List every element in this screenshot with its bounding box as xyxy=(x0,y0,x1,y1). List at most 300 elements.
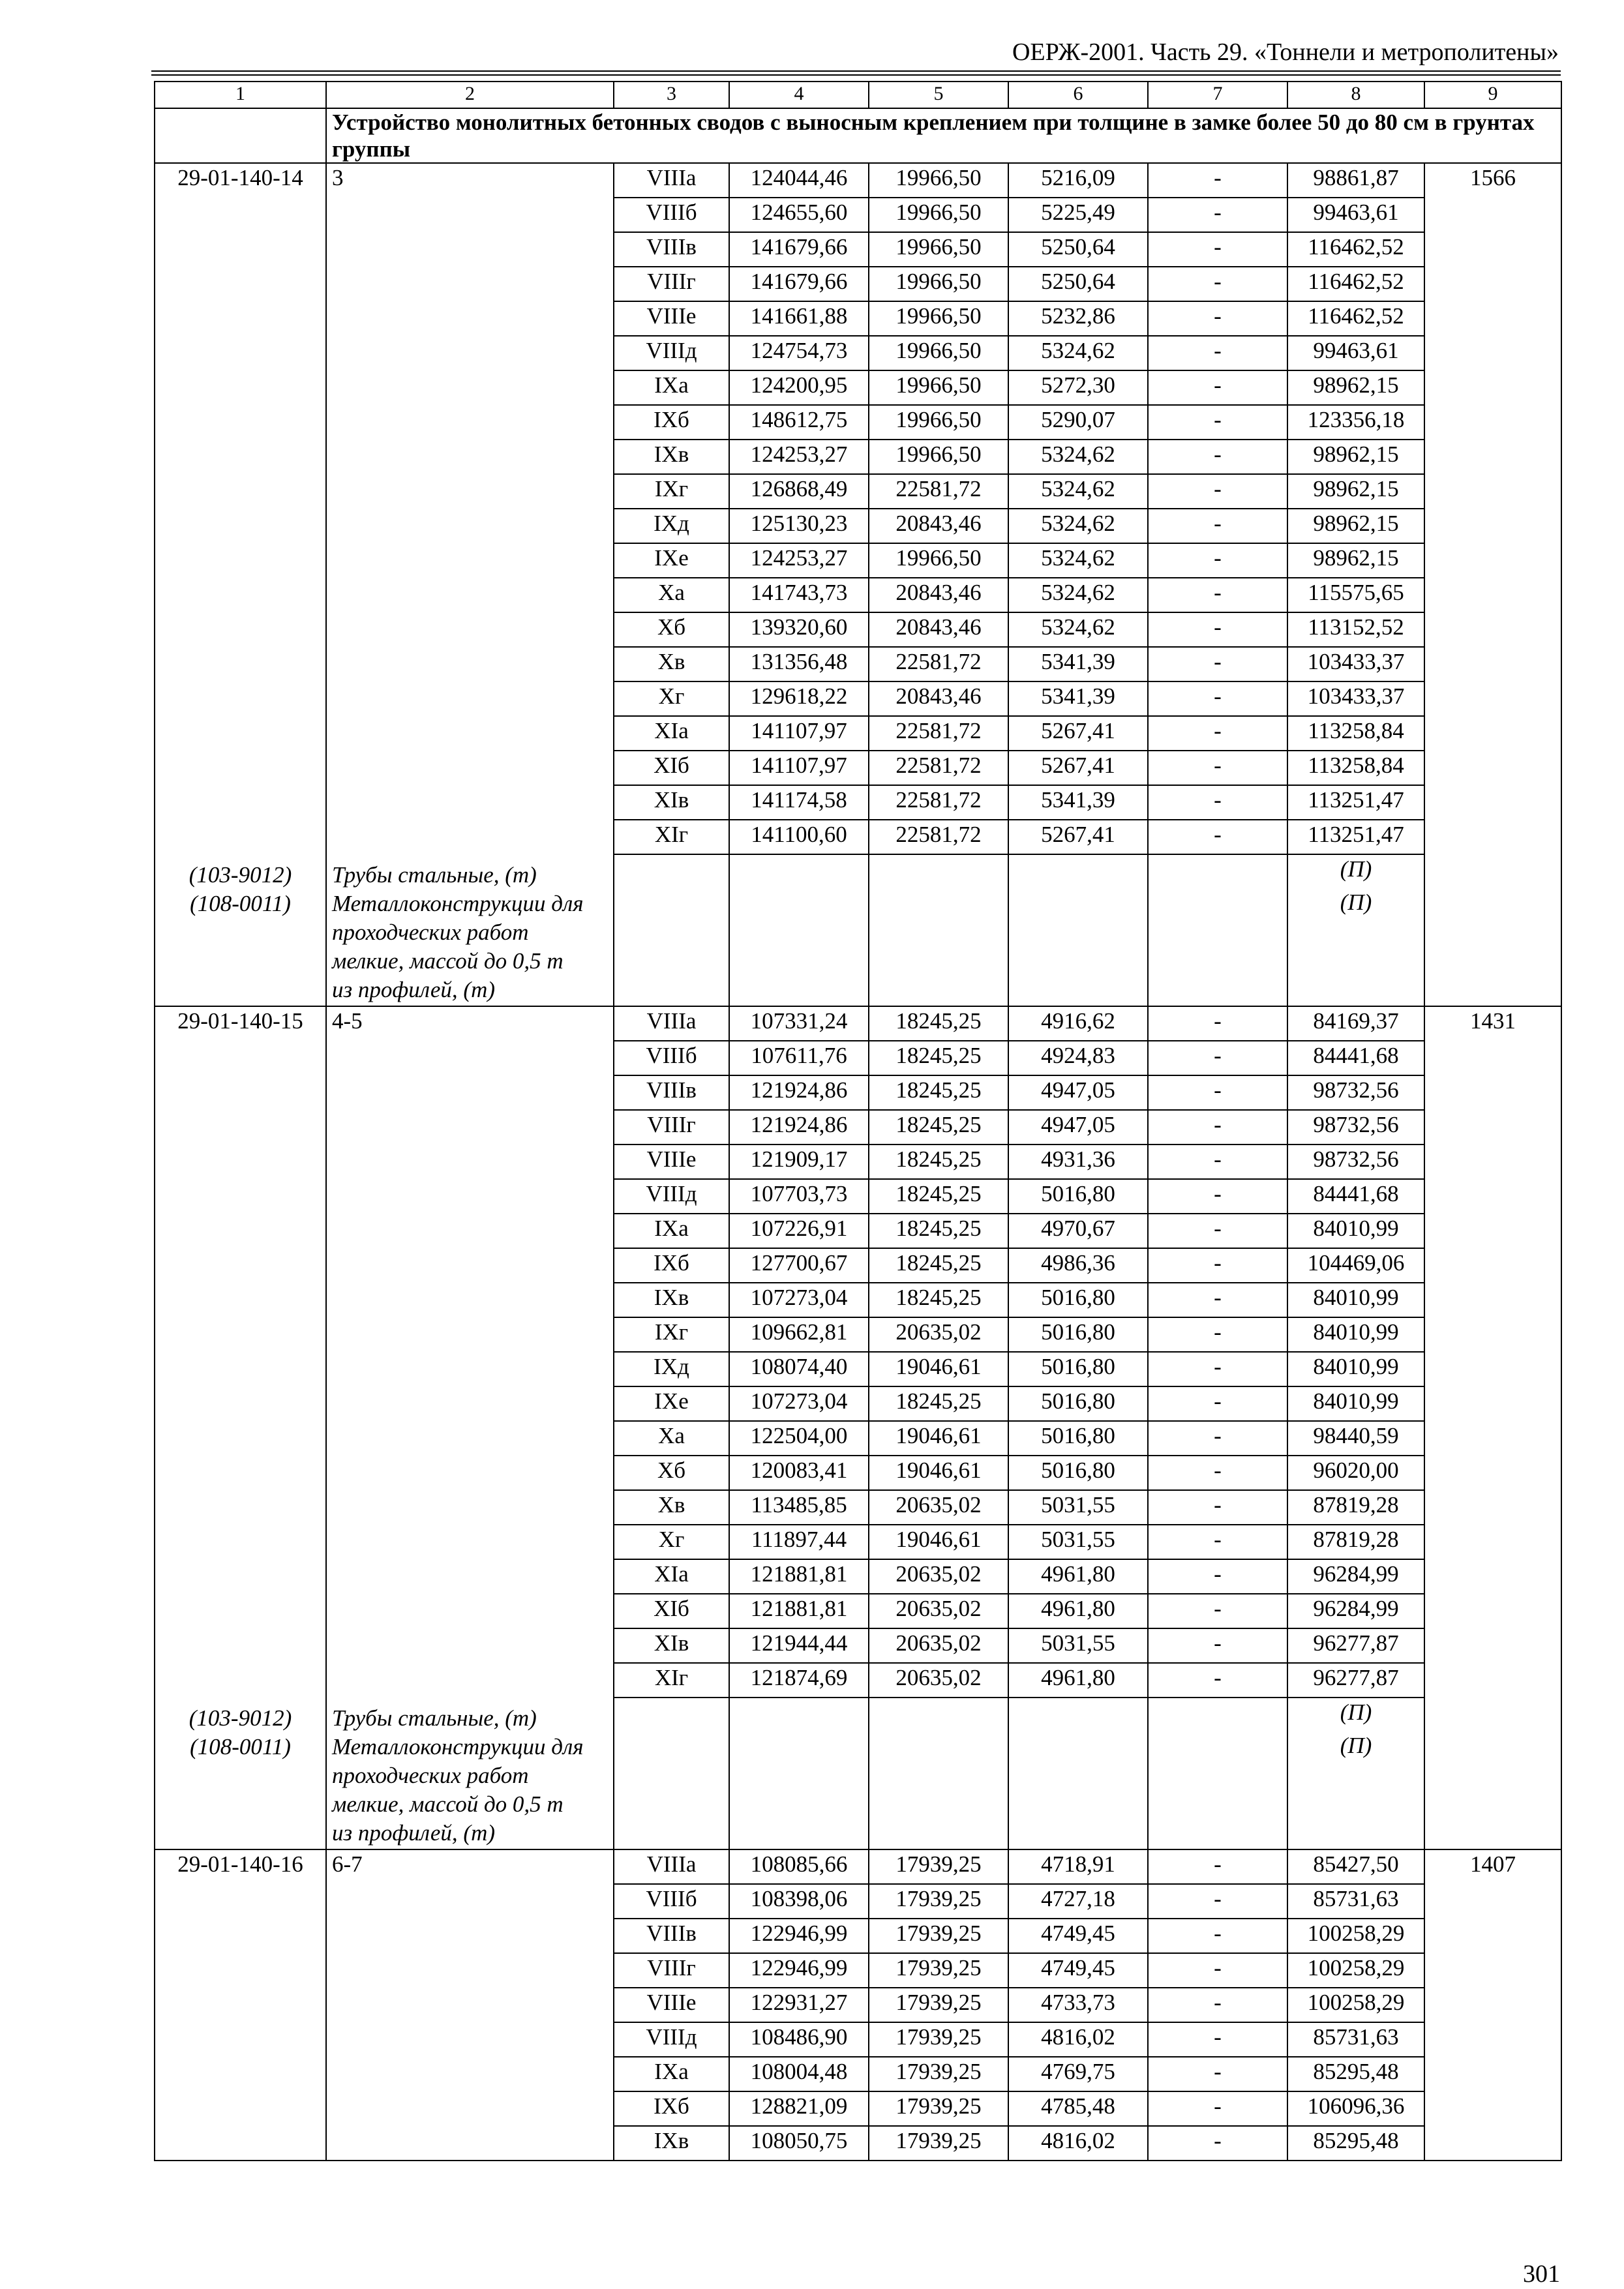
rock-category: VIIIд xyxy=(614,2022,729,2057)
driver-wages: - xyxy=(1148,1628,1287,1663)
driver-wages: - xyxy=(1148,785,1287,820)
total-cost: 148612,75 xyxy=(729,405,869,440)
total-cost: 107611,76 xyxy=(729,1041,869,1075)
total-cost: 107273,04 xyxy=(729,1386,869,1421)
driver-wages: - xyxy=(1148,2057,1287,2091)
material-cost: 113258,84 xyxy=(1287,751,1424,785)
material-cost: 87819,28 xyxy=(1287,1525,1424,1559)
driver-wages: - xyxy=(1148,1490,1287,1525)
section-title: Устройство монолитных бетонных сводов с выносным креплением при толщине в замке более 50 до 80 см в грунтах группы xyxy=(326,108,1561,163)
machine-cost: 4727,18 xyxy=(1008,1884,1148,1919)
material-cost: 113251,47 xyxy=(1287,820,1424,854)
machine-cost: 4733,73 xyxy=(1008,1988,1148,2022)
empty-cell xyxy=(1008,888,1148,1006)
material-cost: 96284,99 xyxy=(1287,1594,1424,1628)
total-cost: 127700,67 xyxy=(729,1248,869,1283)
machine-cost: 5324,62 xyxy=(1008,543,1148,578)
labor-cost: 17939,25 xyxy=(869,1849,1008,1884)
material-cost: 84010,99 xyxy=(1287,1386,1424,1421)
driver-wages: - xyxy=(1148,1006,1287,1041)
soil-group-cell xyxy=(326,163,614,1006)
rock-category: IXв xyxy=(614,2126,729,2161)
material-name-line: мелкие, массой до 0,5 т xyxy=(332,948,564,974)
material-cost: 98440,59 xyxy=(1287,1421,1424,1456)
table-row xyxy=(155,163,1561,198)
total-cost: 121924,86 xyxy=(729,1075,869,1110)
driver-wages: - xyxy=(1148,543,1287,578)
material-name-line: проходческих работ xyxy=(332,920,529,945)
rate-code-cell xyxy=(155,163,326,1006)
rock-category: IXг xyxy=(614,474,729,509)
rock-category: XIв xyxy=(614,1628,729,1663)
soil-group: 6-7 xyxy=(332,1851,363,1877)
machine-cost: 5250,64 xyxy=(1008,267,1148,301)
labor-cost: 22581,72 xyxy=(869,751,1008,785)
total-cost: 126868,49 xyxy=(729,474,869,509)
rock-category: IXб xyxy=(614,2091,729,2126)
labor-cost: 19046,61 xyxy=(869,1456,1008,1490)
machine-cost: 4947,05 xyxy=(1008,1075,1148,1110)
page-number: 301 xyxy=(1523,2260,1560,2288)
machine-cost: 4769,75 xyxy=(1008,2057,1148,2091)
soil-group-cell xyxy=(326,1849,614,2161)
labor-cost: 22581,72 xyxy=(869,785,1008,820)
rock-category: Xа xyxy=(614,1421,729,1456)
labor-cost: 19046,61 xyxy=(869,1421,1008,1456)
labor-cost: 19966,50 xyxy=(869,370,1008,405)
labor-cost: 18245,25 xyxy=(869,1179,1008,1214)
total-cost: 121944,44 xyxy=(729,1628,869,1663)
machine-cost: 5016,80 xyxy=(1008,1283,1148,1317)
machine-cost: 4961,80 xyxy=(1008,1559,1148,1594)
machine-cost: 5016,80 xyxy=(1008,1456,1148,1490)
labor-cost: 17939,25 xyxy=(869,1884,1008,1919)
machine-cost: 5031,55 xyxy=(1008,1525,1148,1559)
total-cost: 108004,48 xyxy=(729,2057,869,2091)
material-cost: 123356,18 xyxy=(1287,405,1424,440)
material-cost: 99463,61 xyxy=(1287,198,1424,232)
machine-cost: 4924,83 xyxy=(1008,1041,1148,1075)
column-number: 8 xyxy=(1287,82,1424,108)
rock-category: VIIIд xyxy=(614,336,729,370)
total-cost: 124044,46 xyxy=(729,163,869,198)
rock-category: Xб xyxy=(614,1456,729,1490)
labor-cost: 17939,25 xyxy=(869,2057,1008,2091)
section-title-row xyxy=(155,108,1561,163)
column-number: 6 xyxy=(1008,82,1148,108)
driver-wages: - xyxy=(1148,2126,1287,2161)
driver-wages: - xyxy=(1148,820,1287,854)
empty-cell xyxy=(1148,1731,1287,1849)
machine-cost: 5324,62 xyxy=(1008,578,1148,612)
table-row xyxy=(155,1849,1561,1884)
total-cost: 107273,04 xyxy=(729,1283,869,1317)
empty-cell xyxy=(869,888,1008,1006)
material-cost: 113152,52 xyxy=(1287,612,1424,647)
labor-cost: 20635,02 xyxy=(869,1490,1008,1525)
labor-cost: 19966,50 xyxy=(869,267,1008,301)
driver-wages: - xyxy=(1148,1144,1287,1179)
labor-cost: 22581,72 xyxy=(869,474,1008,509)
material-cost: 98732,56 xyxy=(1287,1144,1424,1179)
machine-cost: 4916,62 xyxy=(1008,1006,1148,1041)
labor-cost: 19966,50 xyxy=(869,163,1008,198)
machine-cost: 5225,49 xyxy=(1008,198,1148,232)
material-names xyxy=(332,1704,610,1848)
machine-cost: 5216,09 xyxy=(1008,163,1148,198)
rock-category: XIб xyxy=(614,751,729,785)
rates-table xyxy=(154,81,1562,2161)
material-cost: 84441,68 xyxy=(1287,1179,1424,1214)
material-cost: 84169,37 xyxy=(1287,1006,1424,1041)
labor-cost: 18245,25 xyxy=(869,1110,1008,1144)
rock-category: VIIIв xyxy=(614,232,729,267)
rock-category: IXб xyxy=(614,1248,729,1283)
empty-cell xyxy=(729,854,869,888)
total-cost: 141107,97 xyxy=(729,716,869,751)
driver-wages: - xyxy=(1148,2022,1287,2057)
rock-category: VIIIв xyxy=(614,1919,729,1953)
driver-wages: - xyxy=(1148,509,1287,543)
total-cost: 107331,24 xyxy=(729,1006,869,1041)
rock-category: VIIIа xyxy=(614,163,729,198)
material-cost: 85731,63 xyxy=(1287,1884,1424,1919)
empty-cell xyxy=(729,1698,869,1731)
column-number: 7 xyxy=(1148,82,1287,108)
total-cost: 124200,95 xyxy=(729,370,869,405)
driver-wages: - xyxy=(1148,1248,1287,1283)
rock-category: Xг xyxy=(614,1525,729,1559)
driver-wages: - xyxy=(1148,301,1287,336)
material-cost: 100258,29 xyxy=(1287,1988,1424,2022)
driver-wages: - xyxy=(1148,1525,1287,1559)
driver-wages: - xyxy=(1148,1179,1287,1214)
driver-wages: - xyxy=(1148,1988,1287,2022)
machine-cost: 4749,45 xyxy=(1008,1953,1148,1988)
rock-category: Xа xyxy=(614,578,729,612)
total-cost: 141743,73 xyxy=(729,578,869,612)
material-cost: 84010,99 xyxy=(1287,1317,1424,1352)
total-cost: 141679,66 xyxy=(729,232,869,267)
material-cost: 113251,47 xyxy=(1287,785,1424,820)
labor-cost: 18245,25 xyxy=(869,1283,1008,1317)
material-name-line: из профилей, (т) xyxy=(332,1820,496,1846)
rock-category: IXа xyxy=(614,370,729,405)
labor-cost: 20635,02 xyxy=(869,1317,1008,1352)
page-header-title: ОЕРЖ-2001. Часть 29. «Тоннели и метрополитены» xyxy=(1012,38,1559,66)
rock-category: Xб xyxy=(614,612,729,647)
rock-category: IXе xyxy=(614,543,729,578)
material-code: (108-0011) xyxy=(190,1734,291,1759)
material-cost: 98732,56 xyxy=(1287,1075,1424,1110)
table-row xyxy=(155,1006,1561,1041)
driver-wages: - xyxy=(1148,751,1287,785)
empty-cell xyxy=(614,854,729,888)
material-mark: (П) xyxy=(1287,1731,1424,1849)
empty-cell xyxy=(1008,1731,1148,1849)
material-cost: 98962,15 xyxy=(1287,543,1424,578)
labor-cost: 17939,25 xyxy=(869,2091,1008,2126)
labor-cost: 19966,50 xyxy=(869,301,1008,336)
machine-cost: 4749,45 xyxy=(1008,1919,1148,1953)
empty-cell xyxy=(869,854,1008,888)
labor-hours: 1407 xyxy=(1424,1849,1561,2161)
total-cost: 111897,44 xyxy=(729,1525,869,1559)
material-name xyxy=(332,1733,610,1848)
labor-cost: 20843,46 xyxy=(869,509,1008,543)
empty-cell xyxy=(869,1698,1008,1731)
material-cost: 116462,52 xyxy=(1287,232,1424,267)
machine-cost: 4785,48 xyxy=(1008,2091,1148,2126)
labor-cost: 19966,50 xyxy=(869,336,1008,370)
driver-wages: - xyxy=(1148,1559,1287,1594)
driver-wages: - xyxy=(1148,1041,1287,1075)
material-cost: 84010,99 xyxy=(1287,1352,1424,1386)
rates-table-body xyxy=(155,82,1561,2161)
column-number: 1 xyxy=(155,82,326,108)
labor-cost: 20635,02 xyxy=(869,1628,1008,1663)
total-cost: 125130,23 xyxy=(729,509,869,543)
empty-cell xyxy=(869,1731,1008,1849)
rock-category: Xв xyxy=(614,1490,729,1525)
material-cost: 100258,29 xyxy=(1287,1919,1424,1953)
total-cost: 128821,09 xyxy=(729,2091,869,2126)
driver-wages: - xyxy=(1148,370,1287,405)
rock-category: VIIIа xyxy=(614,1006,729,1041)
labor-cost: 17939,25 xyxy=(869,1919,1008,1953)
rock-category: IXв xyxy=(614,440,729,474)
material-name-line: проходческих работ xyxy=(332,1763,529,1788)
material-cost: 98962,15 xyxy=(1287,370,1424,405)
total-cost: 141174,58 xyxy=(729,785,869,820)
rock-category: VIIIг xyxy=(614,1110,729,1144)
labor-cost: 20635,02 xyxy=(869,1559,1008,1594)
driver-wages: - xyxy=(1148,232,1287,267)
material-cost: 99463,61 xyxy=(1287,336,1424,370)
labor-cost: 20635,02 xyxy=(869,1594,1008,1628)
column-number: 9 xyxy=(1424,82,1561,108)
machine-cost: 5016,80 xyxy=(1008,1386,1148,1421)
material-cost: 84010,99 xyxy=(1287,1214,1424,1248)
rock-category: VIIIб xyxy=(614,1884,729,1919)
labor-cost: 19966,50 xyxy=(869,543,1008,578)
rock-category: IXа xyxy=(614,1214,729,1248)
total-cost: 121909,17 xyxy=(729,1144,869,1179)
empty-cell xyxy=(614,1698,729,1731)
labor-cost: 20843,46 xyxy=(869,578,1008,612)
machine-cost: 5016,80 xyxy=(1008,1352,1148,1386)
machine-cost: 4970,67 xyxy=(1008,1214,1148,1248)
material-code: (103-9012) xyxy=(188,1705,292,1731)
empty-cell xyxy=(614,1731,729,1849)
material-cost: 96277,87 xyxy=(1287,1663,1424,1698)
driver-wages: - xyxy=(1148,1884,1287,1919)
rock-category: XIб xyxy=(614,1594,729,1628)
driver-wages: - xyxy=(1148,647,1287,681)
material-cost: 104469,06 xyxy=(1287,1248,1424,1283)
driver-wages: - xyxy=(1148,440,1287,474)
driver-wages: - xyxy=(1148,2091,1287,2126)
total-cost: 108486,90 xyxy=(729,2022,869,2057)
total-cost: 121924,86 xyxy=(729,1110,869,1144)
machine-cost: 4931,36 xyxy=(1008,1144,1148,1179)
labor-hours: 1431 xyxy=(1424,1006,1561,1849)
rock-category: VIIIв xyxy=(614,1075,729,1110)
labor-cost: 18245,25 xyxy=(869,1248,1008,1283)
rock-category: IXг xyxy=(614,1317,729,1352)
driver-wages: - xyxy=(1148,1075,1287,1110)
machine-cost: 5324,62 xyxy=(1008,440,1148,474)
material-mark: (П) xyxy=(1287,854,1424,888)
empty-cell xyxy=(614,888,729,1006)
labor-cost: 18245,25 xyxy=(869,1214,1008,1248)
material-cost: 100258,29 xyxy=(1287,1953,1424,1988)
machine-cost: 5016,80 xyxy=(1008,1179,1148,1214)
driver-wages: - xyxy=(1148,336,1287,370)
empty-cell xyxy=(1148,1698,1287,1731)
driver-wages: - xyxy=(1148,1214,1287,1248)
machine-cost: 5324,62 xyxy=(1008,612,1148,647)
column-number: 5 xyxy=(869,82,1008,108)
labor-cost: 18245,25 xyxy=(869,1041,1008,1075)
machine-cost: 5267,41 xyxy=(1008,751,1148,785)
labor-cost: 19966,50 xyxy=(869,232,1008,267)
driver-wages: - xyxy=(1148,681,1287,716)
driver-wages: - xyxy=(1148,1919,1287,1953)
material-cost: 103433,37 xyxy=(1287,681,1424,716)
labor-cost: 19966,50 xyxy=(869,440,1008,474)
driver-wages: - xyxy=(1148,1663,1287,1698)
material-cost: 115575,65 xyxy=(1287,578,1424,612)
rock-category: VIIIб xyxy=(614,198,729,232)
total-cost: 121881,81 xyxy=(729,1594,869,1628)
material-name xyxy=(332,890,610,1004)
machine-cost: 5324,62 xyxy=(1008,336,1148,370)
machine-cost: 5267,41 xyxy=(1008,820,1148,854)
driver-wages: - xyxy=(1148,474,1287,509)
material-cost: 98861,87 xyxy=(1287,163,1424,198)
machine-cost: 4961,80 xyxy=(1008,1594,1148,1628)
machine-cost: 4816,02 xyxy=(1008,2022,1148,2057)
driver-wages: - xyxy=(1148,267,1287,301)
machine-cost: 5324,62 xyxy=(1008,509,1148,543)
total-cost: 124655,60 xyxy=(729,198,869,232)
machine-cost: 5341,39 xyxy=(1008,681,1148,716)
labor-cost: 22581,72 xyxy=(869,647,1008,681)
total-cost: 141100,60 xyxy=(729,820,869,854)
material-name: Трубы стальные, (т) xyxy=(332,862,537,888)
material-cost: 116462,52 xyxy=(1287,301,1424,336)
material-code: (103-9012) xyxy=(188,862,292,888)
rate-code: 29-01-140-15 xyxy=(177,1008,303,1034)
total-cost: 107226,91 xyxy=(729,1214,869,1248)
soil-group: 4-5 xyxy=(332,1008,363,1034)
total-cost: 108085,66 xyxy=(729,1849,869,1884)
rock-category: XIг xyxy=(614,820,729,854)
total-cost: 121881,81 xyxy=(729,1559,869,1594)
rock-category: IXе xyxy=(614,1386,729,1421)
material-cost: 96277,87 xyxy=(1287,1628,1424,1663)
material-name-line: из профилей, (т) xyxy=(332,977,496,1002)
rock-category: XIв xyxy=(614,785,729,820)
labor-cost: 17939,25 xyxy=(869,1988,1008,2022)
driver-wages: - xyxy=(1148,1352,1287,1386)
total-cost: 113485,85 xyxy=(729,1490,869,1525)
material-cost: 84010,99 xyxy=(1287,1283,1424,1317)
material-cost: 98732,56 xyxy=(1287,1110,1424,1144)
total-cost: 124253,27 xyxy=(729,543,869,578)
material-cost: 103433,37 xyxy=(1287,647,1424,681)
rock-category: VIIIг xyxy=(614,1953,729,1988)
material-cost: 116462,52 xyxy=(1287,267,1424,301)
rock-category: VIIIа xyxy=(614,1849,729,1884)
labor-cost: 20843,46 xyxy=(869,681,1008,716)
machine-cost: 5250,64 xyxy=(1008,232,1148,267)
labor-cost: 18245,25 xyxy=(869,1075,1008,1110)
labor-cost: 17939,25 xyxy=(869,2022,1008,2057)
material-codes xyxy=(155,861,325,1004)
total-cost: 131356,48 xyxy=(729,647,869,681)
machine-cost: 5267,41 xyxy=(1008,716,1148,751)
driver-wages: - xyxy=(1148,1283,1287,1317)
labor-cost: 17939,25 xyxy=(869,2126,1008,2161)
labor-cost: 19966,50 xyxy=(869,198,1008,232)
total-cost: 122504,00 xyxy=(729,1421,869,1456)
driver-wages: - xyxy=(1148,1594,1287,1628)
driver-wages: - xyxy=(1148,198,1287,232)
total-cost: 129618,22 xyxy=(729,681,869,716)
column-number: 4 xyxy=(729,82,869,108)
machine-cost: 5016,80 xyxy=(1008,1317,1148,1352)
header-divider xyxy=(151,70,1561,76)
driver-wages: - xyxy=(1148,1421,1287,1456)
machine-cost: 5016,80 xyxy=(1008,1421,1148,1456)
rock-category: VIIIе xyxy=(614,301,729,336)
rate-code-cell xyxy=(155,1006,326,1849)
material-mark: (П) xyxy=(1287,888,1424,1006)
rock-category: XIа xyxy=(614,716,729,751)
rock-category: VIIIе xyxy=(614,1988,729,2022)
total-cost: 107703,73 xyxy=(729,1179,869,1214)
material-name-line: Металлоконструкции для xyxy=(332,891,584,916)
total-cost: 108050,75 xyxy=(729,2126,869,2161)
material-cost: 84441,68 xyxy=(1287,1041,1424,1075)
rock-category: VIIIб xyxy=(614,1041,729,1075)
rock-category: VIIIе xyxy=(614,1144,729,1179)
rock-category: Xг xyxy=(614,681,729,716)
rock-category: VIIIг xyxy=(614,267,729,301)
labor-cost: 19966,50 xyxy=(869,405,1008,440)
total-cost: 141107,97 xyxy=(729,751,869,785)
section-title-spacer xyxy=(155,108,326,163)
total-cost: 122931,27 xyxy=(729,1988,869,2022)
rock-category: VIIIд xyxy=(614,1179,729,1214)
driver-wages: - xyxy=(1148,1386,1287,1421)
material-cost: 98962,15 xyxy=(1287,440,1424,474)
driver-wages: - xyxy=(1148,612,1287,647)
material-cost: 113258,84 xyxy=(1287,716,1424,751)
machine-cost: 5272,30 xyxy=(1008,370,1148,405)
machine-cost: 4718,91 xyxy=(1008,1849,1148,1884)
column-number: 2 xyxy=(326,82,614,108)
soil-group-cell xyxy=(326,1006,614,1849)
driver-wages: - xyxy=(1148,405,1287,440)
material-codes xyxy=(155,1704,325,1848)
driver-wages: - xyxy=(1148,1317,1287,1352)
material-cost: 96020,00 xyxy=(1287,1456,1424,1490)
material-cost: 85427,50 xyxy=(1287,1849,1424,1884)
machine-cost: 4986,36 xyxy=(1008,1248,1148,1283)
